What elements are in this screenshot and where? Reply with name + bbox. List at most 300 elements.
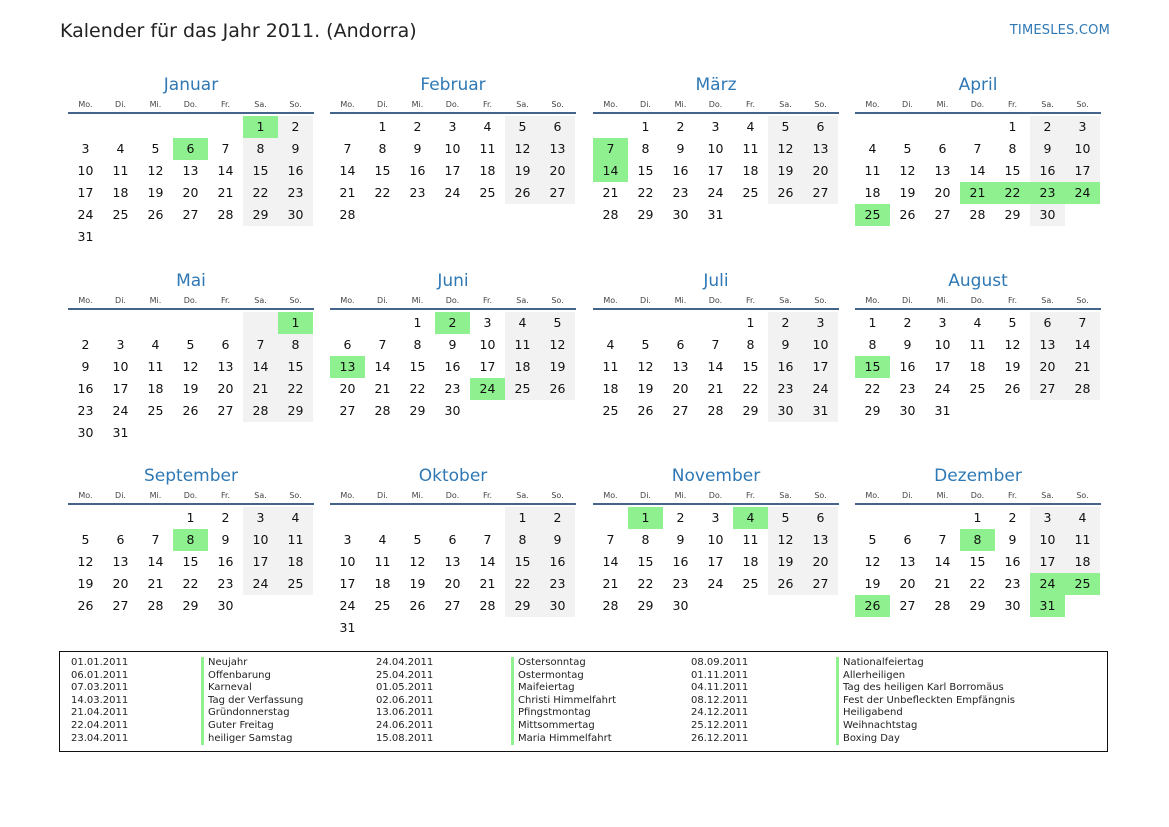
day-cell: 14 [243,356,278,378]
day-cell: 27 [672,403,689,418]
day-cell: 24 [934,381,951,396]
empty-day-cell [103,507,138,529]
day-cell: 27 [444,598,461,613]
day-cell: 28 [479,598,496,613]
weekday-label: So. [551,491,564,500]
day-cell: 11 [374,554,391,569]
holiday-day-cell: 4 [733,507,768,529]
day-cell: 21 [339,185,356,200]
day-cell: 10 [1030,529,1065,551]
day-cell: 14 [339,163,356,178]
day-cell: 30 [768,400,803,422]
day-cell: 11 [864,163,881,178]
day-cell: 8 [641,532,650,547]
weekday-label: Mi. [936,100,949,109]
day-cell: 28 [339,207,356,222]
day-cell: 8 [378,141,387,156]
empty-day-cell [103,116,138,138]
day-cell: 2 [413,119,422,134]
legend-holiday-name: Heiligabend [836,707,1015,720]
day-cell: 21 [217,185,234,200]
day-cell: 29 [182,598,199,613]
day-cell: 27 [540,182,575,204]
empty-day-cell [365,507,400,529]
weekday-label: Fr. [482,100,493,109]
legend-holiday-name: Christi Himmelfahrt [511,695,616,708]
day-cell: 3 [81,141,90,156]
holiday-day-cell: 25 [1065,573,1100,595]
day-cell: 8 [1008,141,1017,156]
day-cell: 25 [112,207,129,222]
day-cell: 8 [505,529,540,551]
day-cell: 24 [803,378,838,400]
legend-date: 22.04.2011 [71,719,129,731]
day-cell: 26 [768,182,803,204]
day-cell: 6 [448,532,457,547]
legend-holiday-name: Offenbarung [201,670,303,683]
weekday-label: Do. [183,491,198,500]
day-cell: 29 [742,403,759,418]
day-cell: 9 [768,334,803,356]
day-cell: 28 [1065,378,1100,400]
legend-date: 01.01.2011 [71,657,129,668]
day-cell: 20 [217,381,234,396]
day-cell: 29 [637,207,654,222]
day-cell: 28 [934,598,951,613]
day-cell: 18 [479,163,496,178]
day-cell: 7 [343,141,352,156]
empty-day-cell [663,312,698,334]
holiday-day-cell: 8 [960,529,995,551]
weekday-label: Do. [708,491,723,500]
day-cell: 1 [868,315,877,330]
legend-dates-col-3 [691,657,748,745]
day-cell: 25 [602,403,619,418]
day-cell: 6 [903,532,912,547]
day-cell: 12 [1004,337,1021,352]
day-cell: 1 [378,119,387,134]
legend-date: 14.03.2011 [71,694,129,706]
day-cell: 15 [637,163,654,178]
day-cell: 30 [1004,598,1021,613]
weekday-label: So. [1076,296,1089,305]
day-cell: 13 [803,529,838,551]
day-cell: 5 [151,141,160,156]
holiday-legend [59,651,1108,752]
weekday-label: Fr. [1007,296,1018,305]
month-name: Januar [163,75,219,95]
day-cell: 1 [413,315,422,330]
day-cell: 5 [540,312,575,334]
day-cell: 17 [112,381,129,396]
empty-day-cell [103,312,138,334]
legend-holiday-name: Weihnachtstag [836,720,1015,733]
weekday-label: Mo. [865,491,880,500]
day-cell: 28 [147,598,164,613]
day-cell: 17 [444,163,461,178]
weekday-label: Mi. [149,491,162,500]
day-cell: 12 [77,554,94,569]
day-cell: 26 [637,403,654,418]
day-cell: 29 [505,595,540,617]
day-cell: 12 [768,529,803,551]
weekday-header [855,294,1101,310]
day-cell: 22 [182,576,199,591]
empty-day-cell [208,116,243,138]
day-cell: 23 [1004,576,1021,591]
day-cell: 25 [505,378,540,400]
empty-day-cell [68,116,103,138]
legend-holiday-name: Ostermontag [511,670,616,683]
day-cell: 4 [1065,507,1100,529]
day-cell: 23 [409,185,426,200]
weekday-label: Do. [708,100,723,109]
holiday-day-cell: 25 [855,204,890,226]
day-cell: 18 [147,381,164,396]
holiday-day-cell: 24 [470,378,505,400]
day-cell: 2 [1008,510,1017,525]
day-cell: 21 [934,576,951,591]
weekday-label: Do. [970,491,985,500]
day-cell: 10 [444,141,461,156]
day-cell: 3 [711,510,720,525]
day-cell: 10 [112,359,129,374]
day-cell: 7 [606,532,615,547]
day-cell: 19 [768,551,803,573]
weekday-label: Mo. [603,491,618,500]
day-cell: 6 [676,337,685,352]
day-cell: 1 [1008,119,1017,134]
day-cell: 10 [934,337,951,352]
day-cell: 11 [742,532,759,547]
weekday-label: Mi. [674,296,687,305]
day-cell: 13 [672,359,689,374]
month-name: Februar [420,75,486,95]
day-cell: 31 [803,400,838,422]
day-cell: 14 [969,163,986,178]
day-grid [593,116,839,226]
empty-day-cell [890,507,925,529]
day-cell: 6 [803,507,838,529]
day-cell: 8 [413,337,422,352]
weekday-header [330,294,576,310]
day-cell: 18 [505,356,540,378]
day-cell: 26 [77,598,94,613]
empty-day-cell [855,116,890,138]
month-name: September [144,466,238,486]
day-cell: 4 [606,337,615,352]
day-cell: 16 [768,356,803,378]
weekday-label: So. [289,491,302,500]
empty-day-cell [960,116,995,138]
empty-day-cell [138,507,173,529]
day-cell: 25 [479,185,496,200]
day-cell: 5 [903,141,912,156]
day-cell: 6 [343,337,352,352]
legend-holiday-name: Tag der Verfassung [201,695,303,708]
day-cell: 26 [899,207,916,222]
day-cell: 2 [81,337,90,352]
day-cell: 3 [243,507,278,529]
day-cell: 3 [1065,116,1100,138]
weekday-label: Fr. [220,100,231,109]
legend-holiday-name: Pfingstmontag [511,707,616,720]
day-cell: 15 [182,554,199,569]
day-cell: 14 [374,359,391,374]
month-4 [68,268,314,444]
day-cell: 26 [409,598,426,613]
day-cell: 2 [676,510,685,525]
legend-date: 24.06.2011 [376,719,434,731]
day-cell: 22 [969,576,986,591]
day-cell: 16 [278,160,313,182]
day-cell: 25 [742,185,759,200]
day-cell: 29 [1004,207,1021,222]
weekday-label: Fr. [482,296,493,305]
day-cell: 22 [864,381,881,396]
legend-holiday-name: Boxing Day [836,733,1015,746]
day-cell: 22 [505,573,540,595]
weekday-label: Sa. [254,491,267,500]
day-cell: 13 [1030,334,1065,356]
day-cell: 2 [768,312,803,334]
day-cell: 27 [112,598,129,613]
holiday-day-cell: 1 [243,116,278,138]
month-name: November [671,466,761,486]
day-cell: 27 [899,598,916,613]
day-cell: 19 [1004,359,1021,374]
day-cell: 2 [903,315,912,330]
day-grid [330,507,576,639]
month-7 [855,268,1101,422]
day-cell: 30 [672,207,689,222]
day-cell: 9 [448,337,457,352]
legend-date: 13.06.2011 [376,707,434,719]
day-cell: 25 [147,403,164,418]
day-cell: 21 [374,381,391,396]
month-name: Juli [703,271,729,291]
day-cell: 21 [147,576,164,591]
day-cell: 15 [969,554,986,569]
day-cell: 15 [374,163,391,178]
day-cell: 10 [707,141,724,156]
day-cell: 24 [444,185,461,200]
day-cell: 16 [1004,554,1021,569]
day-grid [855,312,1101,422]
day-cell: 6 [540,116,575,138]
day-cell: 28 [602,207,619,222]
month-name: August [948,271,1008,291]
day-cell: 30 [77,425,94,440]
weekday-label: Fr. [745,100,756,109]
day-cell: 19 [864,576,881,591]
day-cell: 5 [641,337,650,352]
day-cell: 10 [243,529,278,551]
weekday-header [68,294,314,310]
weekday-label: Do. [445,491,460,500]
day-cell: 31 [707,207,724,222]
brand-link[interactable]: TIMESLES.COM [1009,23,1110,38]
empty-day-cell [365,312,400,334]
day-cell: 8 [243,138,278,160]
day-cell: 6 [938,141,947,156]
day-grid [855,116,1101,226]
day-cell: 10 [803,334,838,356]
day-cell: 12 [182,359,199,374]
day-cell: 13 [217,359,234,374]
weekday-label: Do. [183,100,198,109]
day-cell: 27 [1030,378,1065,400]
empty-day-cell [68,507,103,529]
empty-day-cell [925,116,960,138]
day-cell: 20 [934,185,951,200]
day-cell: 30 [278,204,313,226]
weekday-label: Mo. [340,296,355,305]
weekday-label: Mi. [149,296,162,305]
day-cell: 18 [112,185,129,200]
legend-date: 08.09.2011 [691,657,749,668]
day-cell: 25 [969,381,986,396]
holiday-day-cell: 1 [278,312,313,334]
day-cell: 6 [116,532,125,547]
day-cell: 20 [803,160,838,182]
legend-date: 23.04.2011 [71,732,129,744]
day-cell: 8 [746,337,755,352]
day-cell: 24 [707,185,724,200]
weekday-label: Mi. [149,100,162,109]
weekday-label: Fr. [1007,100,1018,109]
day-cell: 16 [899,359,916,374]
page-title: Kalender für das Jahr 2011. (Andorra) [60,20,417,42]
day-cell: 23 [899,381,916,396]
day-cell: 31 [77,229,94,244]
weekday-label: Mo. [340,100,355,109]
weekday-label: Mo. [865,100,880,109]
day-cell: 20 [112,576,129,591]
day-cell: 5 [768,507,803,529]
day-cell: 4 [116,141,125,156]
day-cell: 4 [746,119,755,134]
weekday-header [330,98,576,114]
holiday-day-cell: 22 [995,182,1030,204]
day-cell: 1 [505,507,540,529]
day-cell: 16 [672,554,689,569]
day-cell: 23 [217,576,234,591]
day-grid [593,312,839,422]
weekday-label: Mi. [674,491,687,500]
day-cell: 27 [339,403,356,418]
month-11 [855,463,1101,617]
day-cell: 26 [1004,381,1021,396]
day-cell: 19 [768,160,803,182]
day-cell: 22 [637,576,654,591]
day-cell: 5 [413,532,422,547]
weekday-label: Di. [902,491,913,500]
weekday-label: Mi. [936,491,949,500]
weekday-label: Do. [445,100,460,109]
day-cell: 19 [505,160,540,182]
day-cell: 2 [540,507,575,529]
day-cell: 4 [505,312,540,334]
day-cell: 23 [672,185,689,200]
day-cell: 11 [505,334,540,356]
day-cell: 19 [899,185,916,200]
day-cell: 15 [243,160,278,182]
weekday-label: Mi. [674,100,687,109]
weekday-label: Fr. [220,296,231,305]
day-cell: 12 [768,138,803,160]
day-cell: 21 [243,378,278,400]
empty-day-cell [173,312,208,334]
day-cell: 7 [1065,312,1100,334]
day-cell: 27 [803,573,838,595]
day-cell: 14 [1065,334,1100,356]
day-cell: 20 [672,381,689,396]
day-cell: 3 [483,315,492,330]
legend-holiday-name: heiliger Samstag [201,733,303,746]
day-cell: 28 [217,207,234,222]
day-grid [593,507,839,617]
legend-holiday-name: Allerheiligen [836,670,1015,683]
day-cell: 13 [934,163,951,178]
day-cell: 22 [637,185,654,200]
day-cell: 2 [1030,116,1065,138]
weekday-label: So. [814,100,827,109]
day-grid [68,116,314,248]
day-cell: 22 [243,182,278,204]
day-cell: 29 [969,598,986,613]
day-cell: 3 [803,312,838,334]
day-cell: 17 [803,356,838,378]
day-cell: 31 [339,620,356,635]
month-5 [330,268,576,422]
empty-day-cell [138,312,173,334]
day-cell: 16 [1030,160,1065,182]
holiday-day-cell: 14 [593,160,628,182]
day-cell: 14 [479,554,496,569]
weekday-label: Di. [377,296,388,305]
day-cell: 23 [278,182,313,204]
day-cell: 12 [147,163,164,178]
day-cell: 15 [505,551,540,573]
legend-date: 01.05.2011 [376,682,434,694]
weekday-label: Do. [708,296,723,305]
day-cell: 19 [77,576,94,591]
empty-day-cell [890,116,925,138]
day-cell: 16 [540,551,575,573]
holiday-day-cell: 21 [960,182,995,204]
day-cell: 30 [540,595,575,617]
day-cell: 12 [505,138,540,160]
month-name: März [695,75,737,95]
day-cell: 17 [77,185,94,200]
legend-dates-col-2 [376,657,433,745]
month-8 [68,463,314,617]
empty-day-cell [173,116,208,138]
empty-day-cell [400,507,435,529]
day-cell: 19 [540,356,575,378]
weekday-label: Sa. [779,491,792,500]
day-cell: 20 [899,576,916,591]
holiday-day-cell: 1 [628,507,663,529]
day-cell: 11 [479,141,496,156]
holiday-day-cell: 23 [1030,182,1065,204]
day-cell: 20 [803,551,838,573]
day-cell: 7 [973,141,982,156]
month-name: Juni [437,271,469,291]
day-cell: 1 [746,315,755,330]
day-cell: 9 [540,529,575,551]
